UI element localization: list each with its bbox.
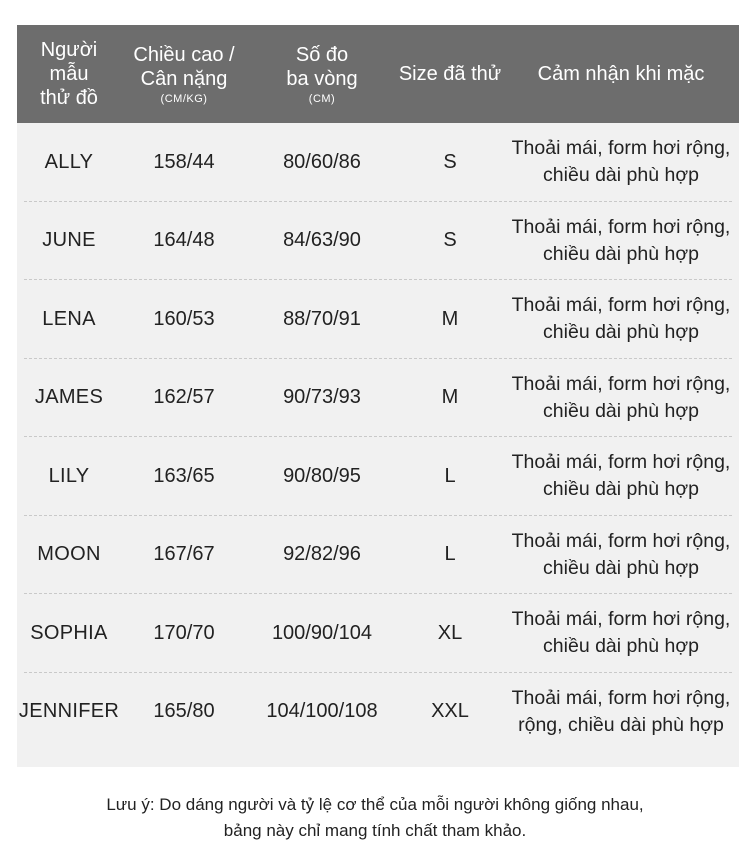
feeling-value (503, 673, 739, 752)
size-value: S (443, 229, 457, 252)
feeling-value (503, 123, 739, 202)
note-line-1: Lưu ý: Do dáng người và tỷ lệ cơ thể của mỗi người không giống nhau, (106, 795, 644, 814)
note-line-2: bảng này chỉ mang tính chất tham khảo. (223, 821, 527, 840)
height-weight-value: 158/44 (153, 150, 215, 173)
table-body (17, 123, 739, 751)
table-row (17, 359, 739, 438)
feeling-line-1: Thoải mái, form hơi rộng, (511, 294, 731, 317)
header-height-weight-unit: (CM/KG) (160, 92, 208, 105)
height-weight-value: 165/80 (153, 700, 215, 723)
height-weight-value: 170/70 (153, 621, 215, 644)
model-name: SOPHIA (30, 621, 108, 644)
feeling-line-2: rộng, chiều dài phù hợp (518, 713, 724, 736)
table-row (17, 673, 739, 752)
reference-note (0, 792, 750, 844)
height-weight-value: 163/65 (153, 464, 215, 487)
measurements-value: 100/90/104 (271, 621, 373, 644)
header-model-line-3: thử đồ (40, 87, 98, 109)
size-value: S (443, 150, 457, 173)
feeling-line-1: Thoải mái, form hơi rộng, (511, 686, 731, 709)
header-height-weight (121, 25, 247, 123)
header-measurements (247, 25, 397, 123)
feeling-line-2: chiều dài phù hợp (543, 242, 699, 265)
measurements-value: 84/63/90 (283, 229, 361, 252)
header-measurements-line-1: Số đo (295, 43, 349, 66)
measurements-value: 90/73/93 (283, 386, 361, 409)
table-row (17, 123, 739, 202)
table-header (17, 25, 739, 123)
feeling-line-1: Thoải mái, form hơi rộng, (511, 451, 731, 474)
size-value: L (444, 543, 456, 566)
header-measurements-line-2: ba vòng (286, 67, 358, 90)
measurements-value: 104/100/108 (266, 700, 378, 723)
header-model-line-2: mẫu (49, 63, 89, 85)
size-value: XXL (431, 700, 469, 723)
measurements-value: 90/80/95 (283, 464, 361, 487)
height-weight-value: 167/67 (153, 543, 215, 566)
feeling-line-2: chiều dài phù hợp (543, 556, 699, 579)
feeling-line-1: Thoải mái, form hơi rộng, (511, 529, 731, 552)
header-size-label: Size đã thử (398, 63, 502, 85)
header-height-weight-line-1: Chiều cao / (133, 43, 235, 66)
model-name: JENNIFER (18, 700, 120, 723)
model-name: LENA (42, 307, 96, 330)
table-row (17, 280, 739, 359)
measurements-value: 88/70/91 (283, 307, 361, 330)
model-name: JUNE (42, 229, 96, 252)
model-name: MOON (37, 543, 101, 566)
size-value: M (441, 386, 459, 409)
feeling-value (503, 516, 739, 595)
height-weight-value: 160/53 (153, 307, 215, 330)
header-feeling (503, 25, 739, 123)
size-value: M (441, 307, 459, 330)
feeling-value (503, 359, 739, 438)
header-model-line-1: Người (40, 39, 98, 61)
table-row (17, 594, 739, 673)
size-value: XL (437, 621, 463, 644)
model-name: JAMES (34, 386, 104, 409)
feeling-line-2: chiều dài phù hợp (543, 321, 699, 344)
header-model (17, 25, 121, 123)
feeling-value (503, 280, 739, 359)
header-height-weight-line-2: Cân nặng (140, 67, 228, 90)
model-name: ALLY (44, 150, 94, 173)
model-name: LILY (48, 464, 90, 487)
height-weight-value: 164/48 (153, 229, 215, 252)
header-feeling-label: Cảm nhận khi mặc (537, 63, 705, 85)
feeling-value (503, 202, 739, 281)
table-row (17, 437, 739, 516)
measurements-value: 80/60/86 (283, 150, 361, 173)
size-value: L (444, 464, 456, 487)
table-row (17, 202, 739, 281)
feeling-line-2: chiều dài phù hợp (543, 478, 699, 501)
feeling-line-1: Thoải mái, form hơi rộng, (511, 372, 731, 395)
feeling-line-1: Thoải mái, form hơi rộng, (511, 608, 731, 631)
header-measurements-unit: (CM) (308, 92, 336, 105)
table-row (17, 516, 739, 595)
measurements-value: 92/82/96 (283, 543, 361, 566)
feeling-line-1: Thoải mái, form hơi rộng, (511, 137, 731, 160)
feeling-line-2: chiều dài phù hợp (543, 635, 699, 658)
feeling-line-2: chiều dài phù hợp (543, 399, 699, 422)
feeling-value (503, 594, 739, 673)
feeling-value (503, 437, 739, 516)
height-weight-value: 162/57 (153, 386, 215, 409)
feeling-line-1: Thoải mái, form hơi rộng, (511, 215, 731, 238)
feeling-line-2: chiều dài phù hợp (543, 164, 699, 187)
header-size (397, 25, 503, 123)
